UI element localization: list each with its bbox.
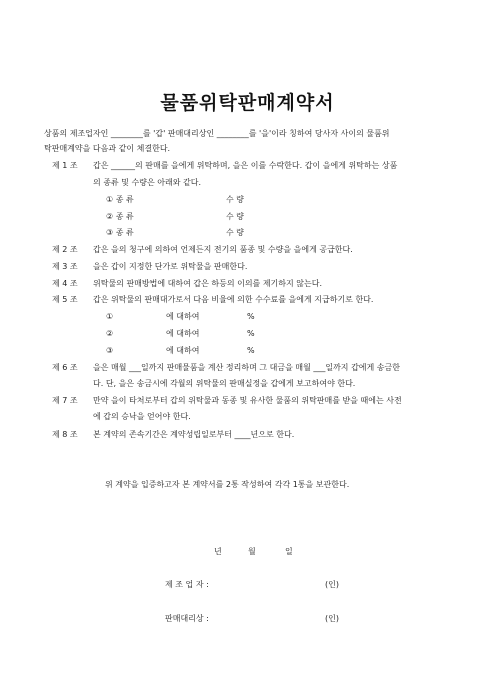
article-1-item-3-label: ③ 종 류 [106, 228, 134, 237]
date-year: 년 [214, 547, 222, 556]
article-1-item-3-qty: 수 량 [226, 228, 244, 237]
article-5-item-3-mark: ③ [106, 346, 114, 355]
manufacturer-seal: (인) [325, 580, 339, 589]
article-6-line-2: 다. 단, 을은 송금시에 각월의 위탁물의 판매실정을 갑에게 보고하여야 한다. [93, 379, 356, 388]
article-5-item-2-pct: % [247, 329, 255, 338]
article-8-line-1: 본 계약의 존속기간은 계약성립일로부터 ____년으로 한다. [93, 430, 295, 439]
article-1-item-1-qty: 수 량 [226, 195, 244, 204]
agent-seal: (인) [325, 614, 339, 623]
manufacturer-label: 제 조 업 자 : [165, 580, 209, 589]
article-5-line-1: 갑은 위탁물의 판매대가로서 다음 비율에 의한 수수료를 을에게 지급하기로 한다. [93, 295, 374, 304]
intro-line-2: 탁판매계약을 다음과 같이 체결한다. [44, 144, 171, 153]
article-2-number: 제 2 조 [52, 245, 78, 254]
document-title: 물품위탁판매계약서 [160, 92, 335, 114]
article-6-line-1: 을은 매월 ___일까지 판매물품을 계산 정리하며 그 대금을 매월 ___일까지 갑에게 송금한 [93, 363, 400, 372]
article-5-item-1-pct: % [247, 312, 255, 321]
article-4-number: 제 4 조 [52, 279, 78, 288]
article-5-item-2-mark: ② [106, 329, 114, 338]
agent-label: 판매대리상 : [165, 614, 209, 623]
article-1-line-2: 의 종류 및 수량은 아래와 같다. [93, 178, 201, 187]
article-1-number: 제 1 조 [52, 161, 78, 170]
article-7-number: 제 7 조 [52, 396, 78, 405]
article-7-line-1: 만약 을이 타처로부터 갑의 위탁물과 동종 및 유사한 물품의 위탁판매를 받을 때에는 사전 [93, 396, 402, 405]
article-3-line-1: 을은 갑이 지정한 단가로 위탁물을 판매한다. [93, 262, 248, 271]
intro-line-1: 상품의 제조업자인 ________를 '갑' 판매대리상인 ________를 '을'이라 칭하여 당사자 사이의 물품위 [44, 129, 390, 138]
article-5-item-1-text: 에 대하여 [166, 312, 200, 321]
article-5-item-3-text: 에 대하여 [166, 346, 200, 355]
date-day: 일 [285, 547, 293, 556]
article-7-line-2: 에 갑의 승낙을 얻어야 한다. [93, 412, 191, 421]
article-1-item-2-qty: 수 량 [226, 212, 244, 221]
article-1-item-2-label: ② 종 류 [106, 212, 134, 221]
article-1-item-1-label: ① 종 류 [106, 195, 134, 204]
article-4-line-1: 위탁물의 판매방법에 대하여 갑은 하등의 이의를 제기하지 않는다. [93, 279, 322, 288]
article-6-number: 제 6 조 [52, 363, 78, 372]
article-1-line-1: 갑은 ______의 판매를 을에게 위탁하며, 을은 이를 수락한다. 갑이 을에게 위탁하는 상품 [93, 161, 398, 170]
article-5-item-2-text: 에 대하여 [166, 329, 200, 338]
closing-statement: 위 계약을 입증하고자 본 계약서를 2통 작성하여 각각 1통을 보관한다. [105, 480, 350, 489]
article-5-item-3-pct: % [247, 346, 255, 355]
article-3-number: 제 3 조 [52, 262, 78, 271]
article-5-item-1-mark: ① [106, 312, 114, 321]
date-month: 월 [248, 547, 256, 556]
article-8-number: 제 8 조 [52, 430, 78, 439]
article-2-line-1: 갑은 을의 청구에 의하여 언제든지 전기의 품종 및 수량을 을에게 공급한다. [93, 245, 353, 254]
article-5-number: 제 5 조 [52, 295, 78, 304]
